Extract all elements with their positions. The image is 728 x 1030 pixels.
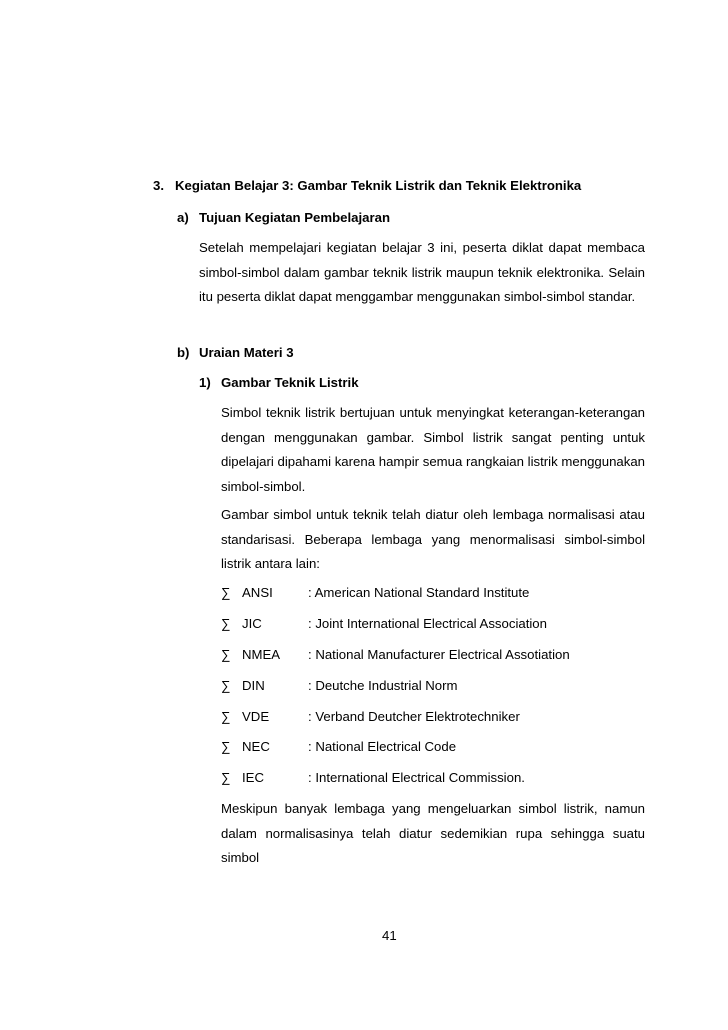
org-abbr: VDE <box>242 709 270 724</box>
sigma-bullet-icon: ∑ <box>221 709 231 724</box>
org-abbr: NEC <box>242 739 270 754</box>
sigma-bullet-icon: ∑ <box>221 616 231 631</box>
org-desc: : National Electrical Code <box>308 739 457 754</box>
subsection-b-number: b) <box>177 345 190 360</box>
sigma-bullet-icon: ∑ <box>221 739 231 754</box>
org-abbr: NMEA <box>242 647 281 662</box>
section-title: Kegiatan Belajar 3: Gambar Teknik Listrik dan Teknik Elektronika <box>175 178 582 193</box>
subsection-b-title: Uraian Materi 3 <box>199 345 294 360</box>
org-desc: : Verband Deutcher Elektrotechniker <box>308 709 520 724</box>
sigma-bullet-icon: ∑ <box>221 770 231 785</box>
page-number: 41 <box>382 928 397 943</box>
item-1-paragraph-2: Gambar simbol untuk teknik telah diatur oleh lembaga normalisasi atau standarisasi. Beberapa lembaga yang menormalisasi simbol-simbol listrik antara lain: <box>221 507 645 571</box>
org-desc: : Deutche Industrial Norm <box>308 678 458 693</box>
org-abbr: ANSI <box>242 585 273 600</box>
list-item-ansi <box>221 585 645 605</box>
subsection-a-number: a) <box>177 210 189 225</box>
list-item-iec <box>221 770 645 790</box>
list-item-din <box>221 678 645 698</box>
org-abbr: IEC <box>242 770 264 785</box>
org-desc: : International Electrical Commission. <box>308 770 525 785</box>
list-item-vde <box>221 709 645 729</box>
item-1-paragraph-1: Simbol teknik listrik bertujuan untuk menyingkat keterangan-keterangan dengan menggunakan gambar. Simbol listrik sangat penting untuk dipelajari dipahami karena hampir semua rangkaian listrik menggunakan simbol-simbol. <box>221 405 645 494</box>
item-1-title: Gambar Teknik Listrik <box>221 375 359 390</box>
org-desc: : National Manufacturer Electrical Assotiation <box>308 647 570 662</box>
org-desc: : Joint International Electrical Association <box>308 616 547 631</box>
org-desc: : American National Standard Institute <box>308 585 530 600</box>
subsection-a-title: Tujuan Kegiatan Pembelajaran <box>199 210 391 225</box>
list-item-nmea <box>221 647 645 667</box>
org-abbr: DIN <box>242 678 265 693</box>
sigma-bullet-icon: ∑ <box>221 585 231 600</box>
section-number: 3. <box>153 178 164 193</box>
list-item-nec <box>221 739 645 759</box>
sigma-bullet-icon: ∑ <box>221 647 231 662</box>
sigma-bullet-icon: ∑ <box>221 678 231 693</box>
subsection-a-paragraph: Setelah mempelajari kegiatan belajar 3 ini, peserta diklat dapat membaca simbol-simbol dalam gambar teknik listrik maupun teknik elektronika. Selain itu peserta diklat dapat menggambar menggunakan simbol-simbol standar. <box>199 240 645 304</box>
item-1-paragraph-3: Meskipun banyak lembaga yang mengeluarkan simbol listrik, namun dalam normalisasinya telah diatur sedemikian rupa sehingga suatu simbol <box>221 801 645 865</box>
item-1-number: 1) <box>199 375 211 390</box>
org-abbr: JIC <box>242 616 262 631</box>
list-item-jic <box>221 616 645 636</box>
